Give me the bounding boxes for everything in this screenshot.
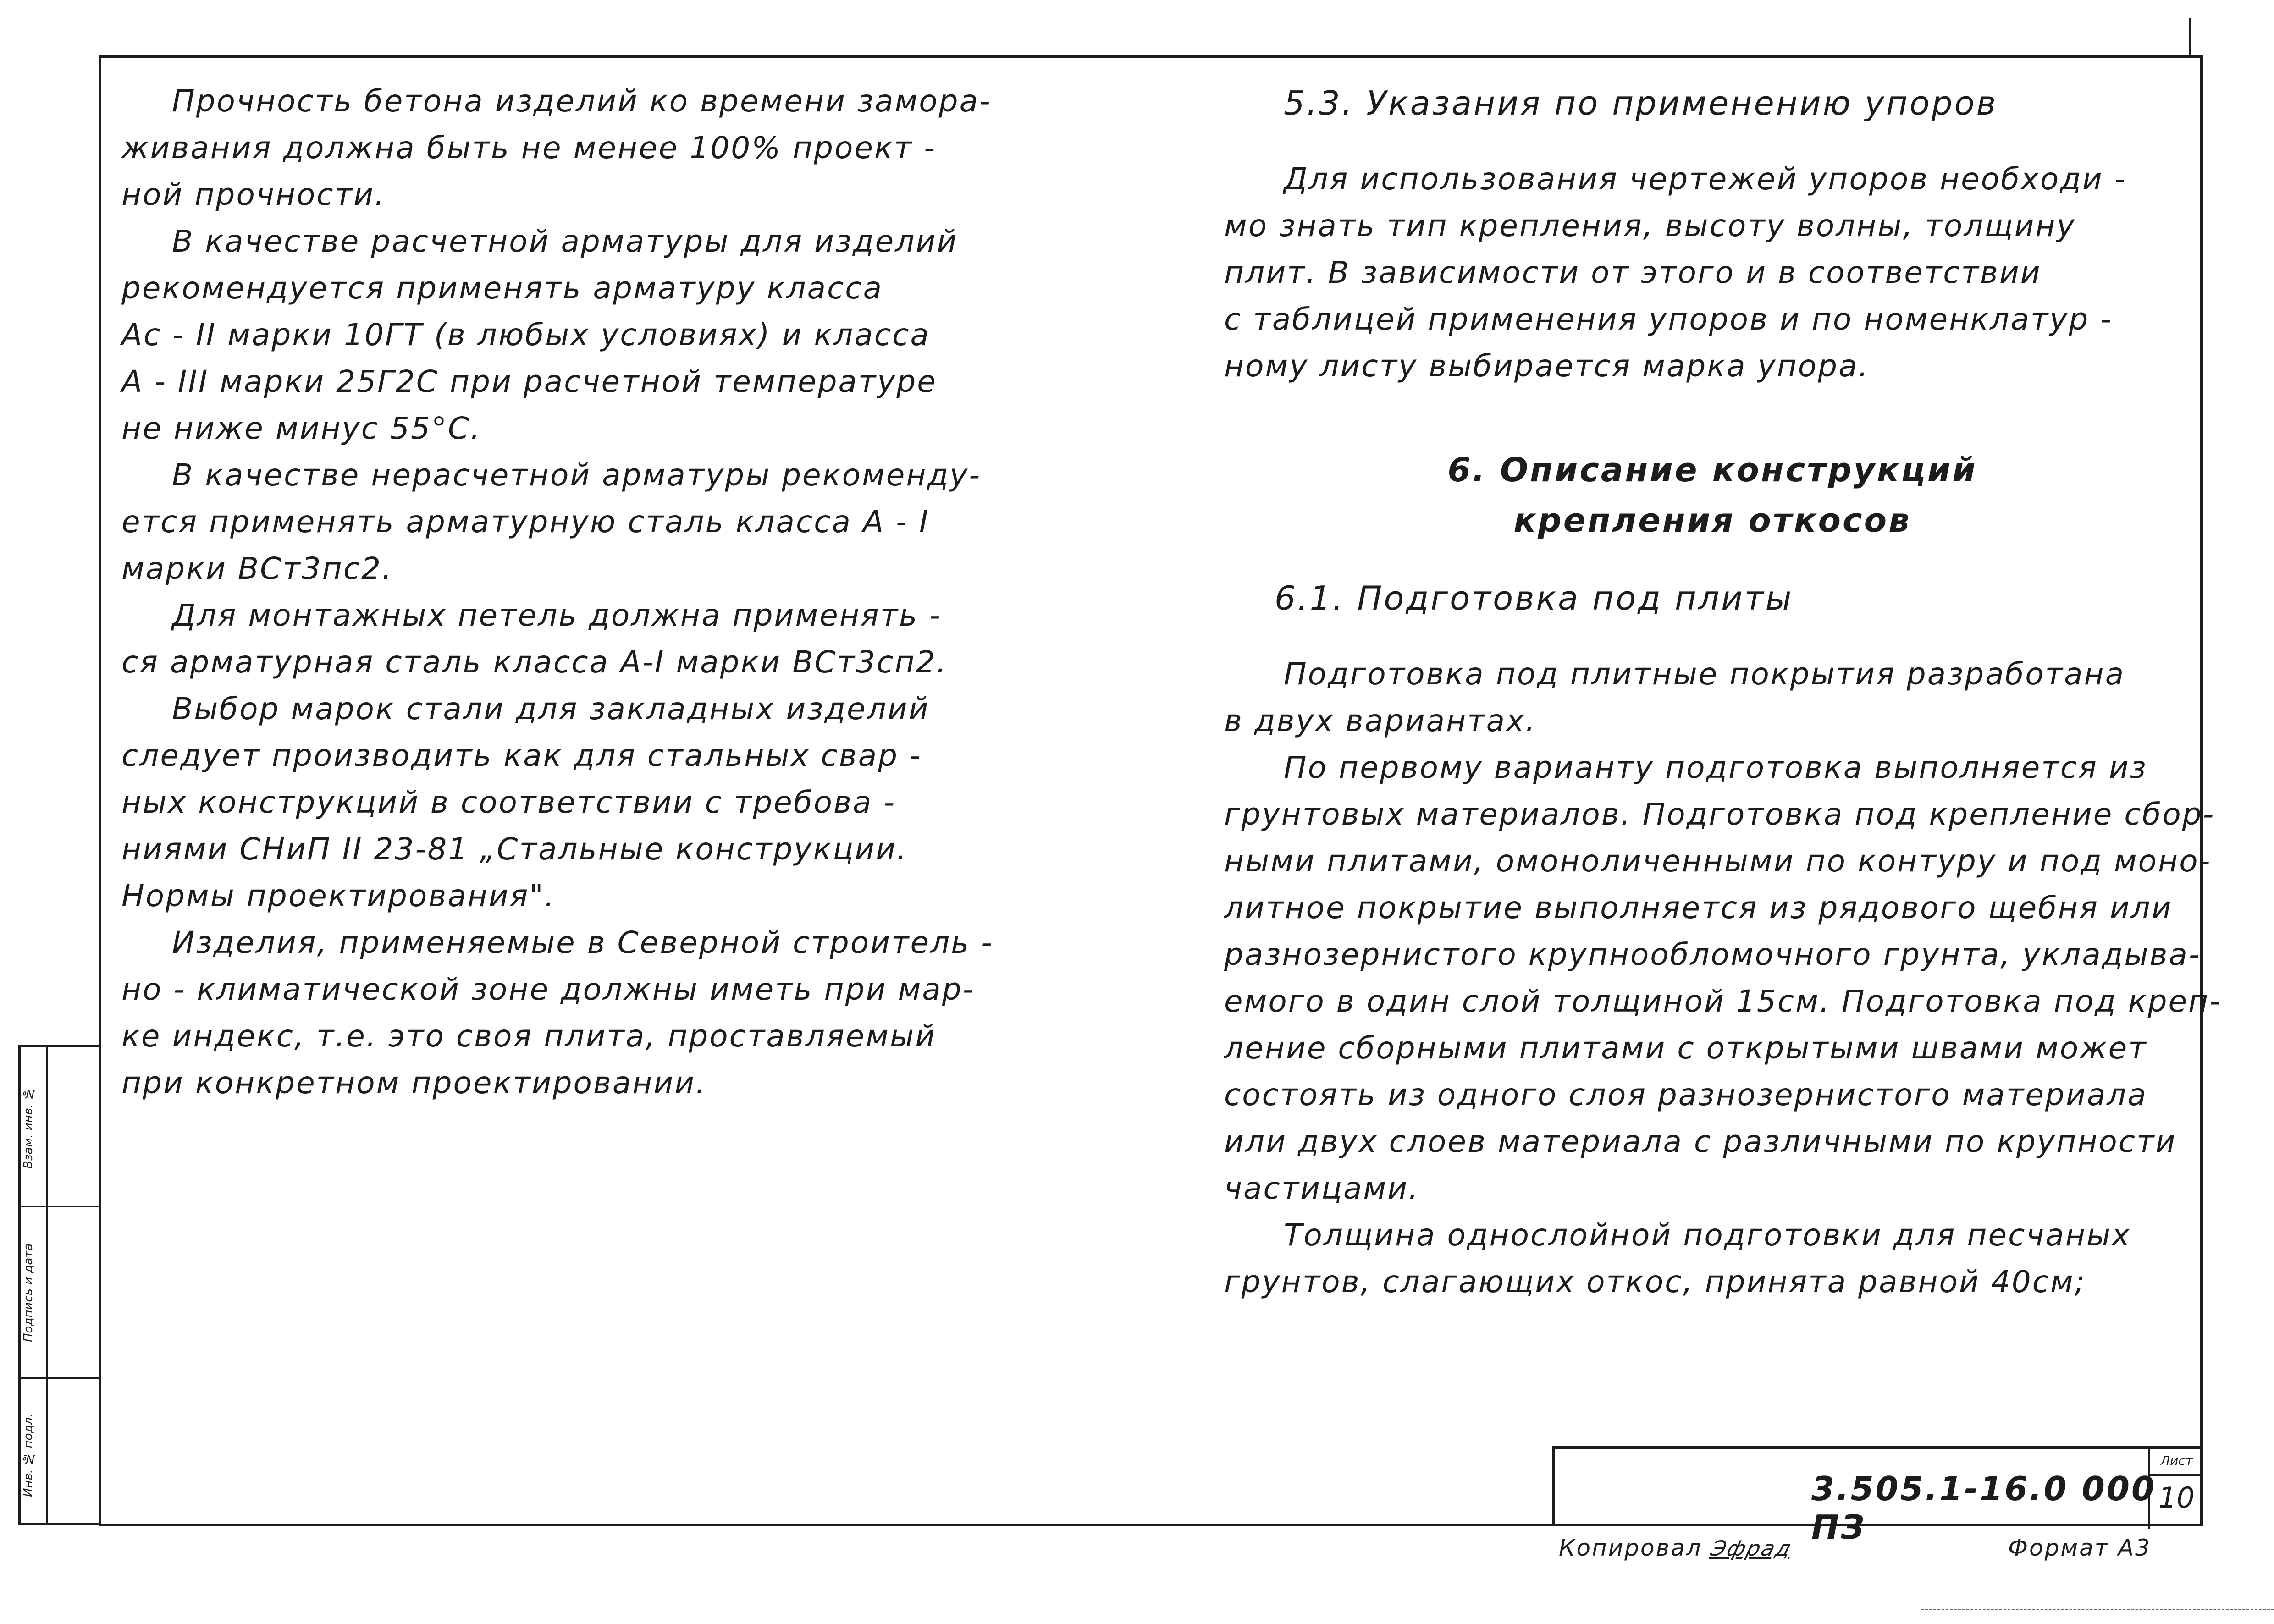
document-code: 3.505.1-16.0 000 ПЗ	[1811, 1470, 2157, 1547]
text-line: Нормы проектирования".	[121, 878, 556, 914]
text-line: Прочность бетона изделий ко времени замора-	[172, 83, 992, 119]
text-line: разнозернистого крупнообломочного грунта, укладыва-	[1224, 937, 2201, 972]
text-line: Ас - II марки 10ГТ (в любых условиях) и класса	[121, 317, 930, 352]
text-line: в двух вариантах.	[1224, 703, 1537, 738]
text-line: частицами.	[1224, 1171, 1420, 1206]
stamp-label-replacement-number: Взам. инв. №	[22, 1086, 35, 1169]
text-line: состоять из одного слоя разнозернистого материала	[1224, 1077, 2147, 1112]
text-line: емого в один слой толщиной 15см. Подготовка под креп-	[1224, 984, 2222, 1019]
text-line: мо знать тип крепления, высоту волны, толщину	[1224, 208, 2076, 243]
right-text-column	[1224, 78, 2222, 1305]
text-line: или двух слоев материала с различными по крупности	[1224, 1124, 2177, 1159]
text-line: литное покрытие выполняется из рядового щебня или	[1224, 890, 2173, 925]
stamp-label-signature-date: Подпись и дата	[22, 1243, 35, 1342]
sheet-number: 10	[2158, 1481, 2195, 1514]
bottom-scan-rule	[1921, 1609, 2274, 1610]
left-text-column	[121, 78, 1107, 1107]
text-line: Подготовка под плитные покрытия разработана	[1284, 656, 2125, 692]
sheet-label: Лист	[2150, 1449, 2203, 1476]
side-stamp	[18, 1045, 99, 1525]
text-line: не ниже минус 55°С.	[121, 411, 482, 446]
text-line: плит. В зависимости от этого и в соответствии	[1224, 255, 2042, 290]
text-line: ление сборными плитами с открытыми швами может	[1224, 1030, 2147, 1066]
text-line: Выбор марок стали для закладных изделий	[172, 691, 930, 727]
sheet-cell	[2148, 1449, 2203, 1529]
text-line: грунтов, слагающих откос, принята равной 40см;	[1224, 1264, 2086, 1299]
text-line: ных конструкций в соответствии с требова -	[121, 785, 896, 820]
text-line: ными плитами, омоноличенными по контуру и под моно-	[1224, 843, 2212, 879]
section-6-heading: 6. Описание конструкций	[1447, 451, 1977, 489]
text-line: Изделия, применяемые в Северной строитель -	[172, 925, 993, 960]
format-label: Формат А3	[2008, 1535, 2151, 1561]
text-line: живания должна быть не менее 100% проект -	[121, 130, 937, 165]
stamp-label-archive-number: Инв. № подл.	[22, 1413, 35, 1497]
text-line: Толщина однослойной подготовки для песчаных	[1284, 1217, 2131, 1253]
text-line: ке индекс, т.е. это своя плита, проставляемый	[121, 1018, 936, 1054]
text-line: ся арматурная сталь класса А-I марки ВСт3сп2.	[121, 644, 948, 680]
text-line: следует производить как для стальных свар -	[121, 738, 922, 773]
section-5-3-heading: 5.3. Указания по применению упоров	[1284, 84, 1998, 122]
text-line: грунтовых материалов. Подготовка под крепление сбор-	[1224, 797, 2215, 832]
text-line: В качестве нерасчетной арматуры рекоменду-	[172, 457, 982, 493]
section-6-1-heading: 6.1. Подготовка под плиты	[1275, 579, 1794, 617]
text-line: при конкретном проектировании.	[121, 1065, 707, 1101]
text-line: А - III марки 25Г2С при расчетной температуре	[121, 364, 937, 399]
text-line: но - климатической зоне должны иметь при мар-	[121, 972, 975, 1007]
text-line: марки ВСт3пс2.	[121, 551, 393, 586]
title-block	[1552, 1446, 2203, 1547]
section-6-heading-continued: крепления откосов	[1513, 501, 1911, 539]
text-line: рекомендуется применять арматуру класса	[121, 270, 883, 306]
text-line: ной прочности.	[121, 177, 386, 212]
text-line: ется применять арматурную сталь класса А - I	[121, 504, 930, 539]
copied-by	[1559, 1535, 1795, 1561]
top-edge-tick	[2189, 18, 2191, 56]
copied-signature: Эфрад	[1708, 1536, 1795, 1561]
text-line: В качестве расчетной арматуры для изделий	[172, 224, 958, 259]
text-line: По первому варианту подготовка выполняется из	[1284, 750, 2147, 785]
copied-label: Копировал	[1559, 1535, 1702, 1561]
text-line: с таблицей применения упоров и по номенклатур -	[1224, 302, 2113, 337]
text-line: Для монтажных петель должна применять -	[172, 598, 942, 633]
text-line: Для использования чертежей упоров необходи -	[1284, 161, 2127, 197]
text-line: ному листу выбирается марка упора.	[1224, 348, 1870, 384]
text-line: ниями СНиП II 23-81 „Стальные конструкции.	[121, 831, 908, 867]
